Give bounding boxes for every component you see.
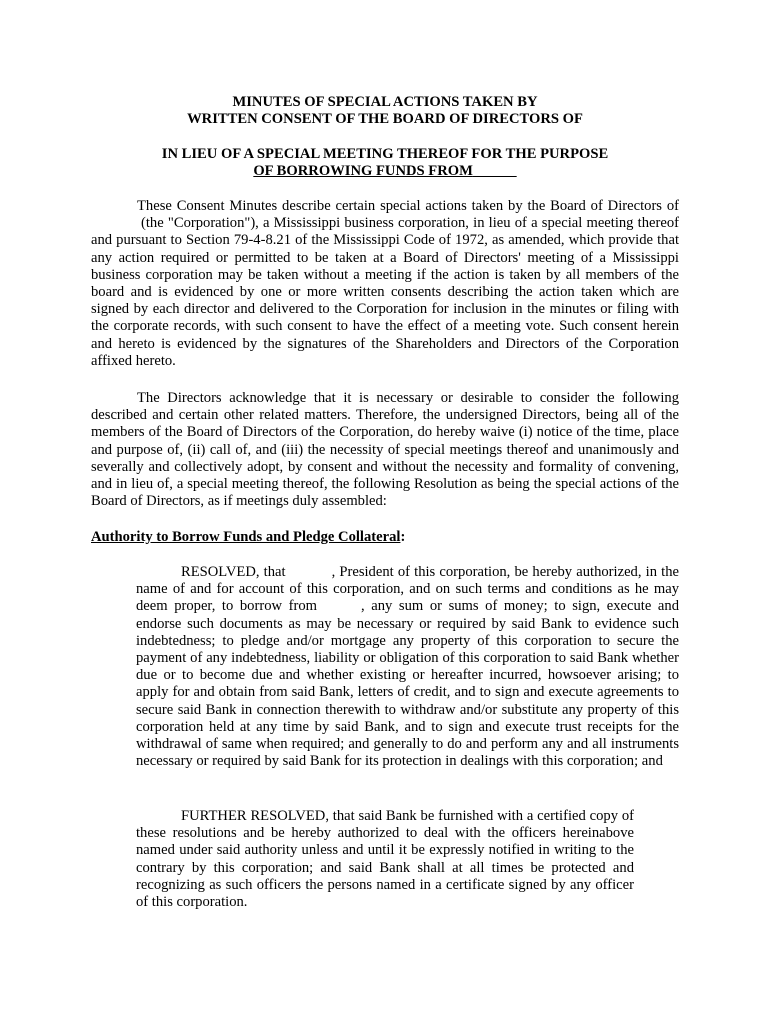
further-resolution-paragraph: FURTHER RESOLVED, that said Bank be furnished with a certified copy of these resolutions and be hereby authorized to deal with the officers hereinabove named under said authority unless and until it be expressly notified in writing to the contrary by this corporation; and said Bank shall at all times be protected and recognizing as such officers the persons named in a certificate signed by any officer of this corporation.: [136, 808, 634, 911]
title-line-4: [0, 163, 770, 180]
resolution-part2: , President of this corporation, be hereby authorized, in the name of and for account of this corporation, and on such terms and conditions as he may deem proper, to borrow from: [136, 564, 679, 615]
resolution-part3: , any sum or sums of money; to sign, execute and endorse such documents as may be necessary or required by said Bank to evidence such indebtedness; to pledge and/or mortgage any property of this corporation to secure the payment of any indebtedness, liability or obligation of this corporation to said Bank whether due or to become due and whether existing or hereafter incurred, howsoever arising; to apply for and obtain from said Bank, letters of credit, and to sign and execute agreements to secure said Bank in connection therewith to withdraw and/or substitute any property of this corporation held at any time by said Bank, and to sign and execute trust receipts for the withdrawal of same when required; and generally to do and perform any and all instruments necessary or required by said Bank for its protection in dealings with this corporation; and: [136, 598, 680, 770]
resolution-part1: RESOLVED, that: [181, 564, 286, 580]
title-line-3: IN LIEU OF A SPECIAL MEETING THEREOF FOR THE PURPOSE: [161, 146, 609, 162]
intro-paragraph-part1: These Consent Minutes describe certain special actions taken by the Board of Directors of: [137, 198, 679, 214]
intro-paragraph: [91, 198, 679, 370]
acknowledgement-paragraph: The Directors acknowledge that it is necessary or desirable to consider the following described and certain other related matters. Therefore, the undersigned Directors, being all of the members of the Board of Directors of the Corporation, do hereby waive (i) notice of the time, place and purpose of, (ii) call of, and (iii) the necessity of special meetings thereof and unanimously and severally and collectively adopt, by consent and without the necessity and formality of convening, and in lieu of, a special meeting thereof, the following Resolution as being the special actions of the Board of Directors, as if meetings duly assembled:: [91, 390, 679, 510]
title-line-2: WRITTEN CONSENT OF THE BOARD OF DIRECTORS OF: [187, 111, 583, 127]
intro-paragraph-part2: (the "Corporation"), a Mississippi business corporation, in lieu of a special meeting thereof and pursuant to Section 79-4-8.21 of the Mississippi Code of 1972, as amended, which provide that any action required or permitted to be taken at a Board of Directors' meeting of a Mississippi business corporation may be taken without a meeting if the action is taken by all members of the board and is evidenced by one or more written consents describing the action taken which are signed by each director and delivered to the Corporation for inclusion in the minutes or filing with the corporate records, with such consent to have the effect of a meeting vote. Such consent herein and hereto is evidenced by the signatures of the Shareholders and Directors of the Corporation affixed hereto.: [91, 215, 679, 369]
resolution-paragraph: [136, 564, 679, 770]
section-heading-colon: :: [400, 529, 406, 545]
title-line-1: MINUTES OF SPECIAL ACTIONS TAKEN BY: [232, 94, 538, 110]
title-blank: [473, 163, 517, 179]
section-heading: [91, 529, 405, 546]
section-heading-text: Authority to Borrow Funds and Pledge Collateral: [91, 529, 401, 545]
title-line-4-text: OF BORROWING FUNDS FROM: [253, 163, 473, 179]
